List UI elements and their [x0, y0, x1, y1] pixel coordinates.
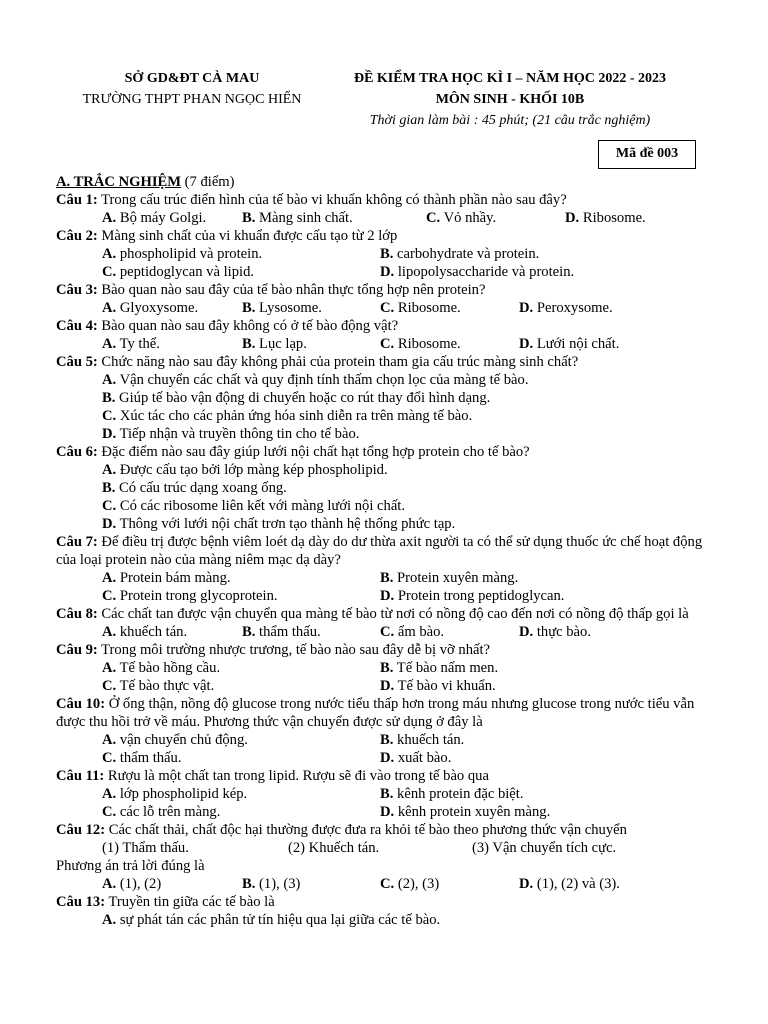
option-label: D. — [102, 516, 117, 532]
question-13 — [56, 893, 716, 911]
text-span: Câu 4: — [56, 318, 98, 334]
text-span: thẩm thấu. — [259, 624, 321, 640]
text-span: Vận chuyển các chất và quy định tính thấm chọn lọc của màng tế bào. — [119, 372, 529, 388]
option-label: B. — [242, 210, 256, 226]
text-span: Peroxysome. — [536, 300, 613, 316]
text-span: Protein trong peptidoglycan. — [397, 588, 565, 604]
option-label: D. — [519, 876, 534, 892]
option-c — [102, 587, 278, 605]
text-span: Câu 8: — [56, 606, 98, 622]
text-span: Câu 12: — [56, 822, 106, 838]
option-label: B. — [102, 480, 116, 496]
options-row — [56, 623, 716, 641]
subject-title: MÔN SINH - KHỐI 10B — [435, 92, 585, 107]
option-b — [56, 389, 716, 407]
question-4 — [56, 317, 716, 335]
option-label: D. — [380, 588, 395, 604]
option-label: A. — [102, 462, 117, 478]
option-label: A. — [102, 336, 117, 352]
option-label: C. — [102, 678, 117, 694]
options-row — [56, 263, 716, 281]
text-span: khuếch tán. — [397, 732, 465, 748]
text-span: Tế bào vi khuẩn. — [397, 678, 496, 694]
option-b — [380, 659, 498, 677]
text-span: Các chất tan được vận chuyển qua màng tế bào từ nơi có nồng độ cao đến nơi có nồng độ thấp gọi là — [101, 606, 689, 622]
question-12 — [56, 821, 716, 839]
option-b — [242, 209, 353, 227]
option-label: C. — [102, 588, 117, 604]
option-a — [102, 659, 220, 677]
option-label: A. — [102, 210, 117, 226]
option-label: B. — [380, 660, 394, 676]
section-points: (7 điểm) — [184, 174, 235, 190]
option-d — [56, 425, 716, 443]
option-b — [56, 479, 716, 497]
text-span: Bộ máy Golgi. — [119, 210, 207, 226]
options-row — [56, 749, 716, 767]
text-span: lớp phospholipid kép. — [119, 786, 248, 802]
option-a — [102, 299, 198, 317]
option-c — [426, 209, 496, 227]
text-span: Bào quan nào sau đây không có ở tế bào động vật? — [101, 318, 399, 334]
option-c — [380, 299, 461, 317]
options-row — [56, 803, 716, 821]
text-span: Giúp tế bào vận động di chuyển hoặc co rút thay đổi hình dạng. — [119, 390, 491, 406]
question-7 — [56, 533, 716, 569]
option-label: B. — [380, 732, 394, 748]
option-b — [242, 299, 322, 317]
statement-3: (3) Vận chuyển tích cực. — [472, 840, 617, 856]
text-span: sự phát tán các phân tử tín hiệu qua lại giữa các tế bào. — [119, 912, 441, 928]
question-5 — [56, 353, 716, 371]
text-span: (1), (2) và (3). — [536, 876, 620, 892]
option-d — [565, 209, 646, 227]
text-span: Được cấu tạo bởi lớp màng kép phospholipid. — [119, 462, 388, 478]
option-label: B. — [380, 786, 394, 802]
option-d — [380, 587, 564, 605]
option-c — [102, 749, 181, 767]
option-a — [102, 731, 248, 749]
text-span: thẩm thấu. — [119, 750, 182, 766]
exam-title: ĐỀ KIỂM TRA HỌC KÌ I – NĂM HỌC 2022 - 2023 — [353, 71, 667, 86]
text-span: Câu 2: — [56, 228, 98, 244]
options-row — [56, 299, 716, 317]
text-span: Lưới nội chất. — [536, 336, 620, 352]
option-c — [56, 497, 716, 515]
option-a — [102, 875, 161, 893]
text-span: Câu 10: — [56, 696, 106, 712]
text-span: Có cấu trúc dạng xoang ống. — [119, 480, 287, 496]
option-b — [242, 623, 321, 641]
option-d — [519, 335, 619, 353]
option-a — [102, 335, 160, 353]
question-2 — [56, 227, 716, 245]
text-span: vận chuyển chủ động. — [119, 732, 248, 748]
header-right — [320, 68, 700, 131]
options-row — [56, 335, 716, 353]
text-span: Tế bào nấm men. — [396, 660, 499, 676]
option-d — [519, 875, 620, 893]
text-span: khuếch tán. — [119, 624, 188, 640]
exam-content — [56, 173, 716, 929]
text-span: Để điều trị được bệnh viêm loét dạ dày do dư thừa axit người ta có thể sử dụng thuốc ức chế hoạt động của loại protein nào của màng niêm mạc dạ dày? — [56, 534, 703, 568]
option-label: D. — [380, 678, 395, 694]
option-label: A. — [102, 246, 117, 262]
text-span: Protein bám màng. — [119, 570, 231, 586]
option-label: C. — [426, 210, 441, 226]
statement-row — [56, 839, 716, 857]
option-d — [380, 677, 496, 695]
statement-2: (2) Khuếch tán. — [288, 840, 380, 856]
text-span: Ribosome. — [397, 336, 461, 352]
question-number: Câu 1: — [56, 192, 98, 208]
option-label: A. — [102, 786, 117, 802]
section-title: A. TRẮC NGHIỆM — [56, 174, 182, 190]
option-a — [56, 371, 716, 389]
department-name: SỞ GD&ĐT CÀ MAU — [124, 71, 260, 86]
option-label: D. — [519, 336, 534, 352]
text-span: Lysosome. — [259, 300, 322, 316]
option-label: B. — [242, 300, 256, 316]
option-d — [380, 263, 574, 281]
text-span: Câu 13: — [56, 894, 106, 910]
option-label: C. — [102, 498, 117, 514]
text-span: Câu 9: — [56, 642, 98, 658]
option-label: C. — [102, 750, 117, 766]
statement-1: (1) Thẩm thấu. — [102, 840, 189, 856]
text-span: Protein xuyên màng. — [397, 570, 519, 586]
text-span: Câu 6: — [56, 444, 98, 460]
option-d — [56, 515, 716, 533]
section-heading — [56, 173, 716, 191]
text-span: thực bào. — [536, 624, 591, 640]
options-row — [56, 875, 716, 893]
text-span: Câu 5: — [56, 354, 98, 370]
options-row — [56, 587, 716, 605]
text-span: Vỏ nhầy. — [443, 210, 497, 226]
option-b — [380, 785, 523, 803]
text-span: kênh protein xuyên màng. — [397, 804, 551, 820]
option-d — [519, 623, 591, 641]
option-b — [380, 569, 518, 587]
text-span: kênh protein đặc biệt. — [397, 786, 524, 802]
option-b — [242, 335, 307, 353]
text-span: Ribosome. — [397, 300, 461, 316]
text-span: Chức năng nào sau đây không phải của protein tham gia cấu trúc màng sinh chất? — [101, 354, 579, 370]
option-label: A. — [102, 912, 117, 928]
option-d — [380, 749, 451, 767]
option-label: C. — [380, 300, 395, 316]
option-label: C. — [102, 804, 117, 820]
text-span: Xúc tác cho các phản ứng hóa sinh diễn ra trên màng tế bào. — [119, 408, 473, 424]
text-span: Ở ống thận, nồng độ glucose trong nước tiểu thấp hơn trong máu nhưng glucose trong nước tiểu vẫn được thu hồi trở về máu. Phương thức vận chuyển được sử dụng ở đây là — [56, 696, 695, 730]
option-c — [102, 677, 214, 695]
text-span: Rượu là một chất tan trong lipid. Rượu sẽ đi vào trong tế bào qua — [107, 768, 489, 784]
text-span: Thông với lưới nội chất trơn tạo thành hệ thống phức tạp. — [119, 516, 456, 532]
option-label: C. — [380, 876, 395, 892]
option-label: D. — [380, 264, 395, 280]
answer-prompt: Phương án trả lời đúng là — [56, 858, 205, 874]
option-label: A. — [102, 876, 117, 892]
option-label: B. — [380, 246, 394, 262]
text-span: (2), (3) — [397, 876, 440, 892]
option-label: C. — [380, 624, 395, 640]
options-row — [56, 785, 716, 803]
text-span: Glyoxysome. — [119, 300, 199, 316]
question-text: Trong cấu trúc điển hình của tế bào vi khuẩn không có thành phần nào sau đây? — [101, 192, 567, 208]
option-a — [102, 569, 231, 587]
text-span: Màng sinh chất. — [259, 210, 353, 226]
text-span: peptidoglycan và lipid. — [119, 264, 255, 280]
option-d — [519, 299, 613, 317]
option-label: B. — [242, 876, 256, 892]
option-a — [102, 785, 247, 803]
option-label: D. — [380, 804, 395, 820]
text-span: Protein trong glycoprotein. — [119, 588, 278, 604]
text-span: Ty thể. — [119, 336, 160, 352]
text-span: Bào quan nào sau đây của tế bào nhân thực tổng hợp nên protein? — [101, 282, 486, 298]
text-span: Đặc điểm nào sau đây giúp lưới nội chất hạt tổng hợp protein cho tế bào? — [101, 444, 530, 460]
options-row — [56, 659, 716, 677]
option-label: C. — [102, 264, 117, 280]
option-c — [102, 803, 220, 821]
option-b — [380, 731, 464, 749]
option-label: C. — [380, 336, 395, 352]
header-left — [62, 68, 322, 110]
option-label: A. — [102, 570, 117, 586]
option-c — [380, 335, 461, 353]
option-label: D. — [102, 426, 117, 442]
option-label: A. — [102, 660, 117, 676]
options-row — [56, 677, 716, 695]
text-span: Lục lạp. — [259, 336, 307, 352]
option-label: B. — [242, 336, 256, 352]
option-label: A. — [102, 624, 117, 640]
option-c — [380, 623, 444, 641]
text-span: ẩm bào. — [397, 624, 445, 640]
question-6 — [56, 443, 716, 461]
option-label: D. — [519, 624, 534, 640]
option-label: B. — [380, 570, 394, 586]
text-span: Tế bào thực vật. — [119, 678, 215, 694]
text-span: Có các ribosome liên kết với màng lưới nội chất. — [119, 498, 406, 514]
option-a — [102, 209, 206, 227]
question-10 — [56, 695, 716, 731]
question-1 — [56, 191, 716, 209]
option-c — [56, 407, 716, 425]
option-label: B. — [242, 624, 256, 640]
option-label: A. — [102, 732, 117, 748]
text-span: Truyền tin giữa các tế bào là — [108, 894, 275, 910]
text-span: lipopolysaccharide và protein. — [397, 264, 575, 280]
text-span: xuất bào. — [397, 750, 452, 766]
text-span: (1), (3) — [259, 876, 301, 892]
text-span: các lỗ trên màng. — [119, 804, 221, 820]
text-span: Câu 3: — [56, 282, 98, 298]
text-span: Câu 11: — [56, 768, 105, 784]
options-row — [56, 245, 716, 263]
option-label: D. — [519, 300, 534, 316]
option-a — [56, 461, 716, 479]
text-span: Các chất thải, chất độc hại thường được đưa ra khỏi tế bào theo phương thức vận chuyển — [108, 822, 627, 838]
text-span: phospholipid và protein. — [119, 246, 263, 262]
option-label: B. — [102, 390, 116, 406]
text-span: carbohydrate và protein. — [397, 246, 540, 262]
text-span: Câu 7: — [56, 534, 98, 550]
question-11 — [56, 767, 716, 785]
text-span: Ribosome. — [582, 210, 646, 226]
text-span: (1), (2) — [119, 876, 162, 892]
option-c — [380, 875, 439, 893]
option-label: C. — [102, 408, 117, 424]
school-name: TRƯỜNG THPT PHAN NGỌC HIỂN — [82, 92, 302, 107]
option-label: D. — [565, 210, 580, 226]
option-b — [380, 245, 539, 263]
option-label: D. — [380, 750, 395, 766]
text-span: Tế bào hồng cầu. — [119, 660, 221, 676]
text-span: Màng sinh chất của vi khuẩn được cấu tạo từ 2 lớp — [101, 228, 398, 244]
option-a — [102, 623, 187, 641]
options-row — [56, 569, 716, 587]
option-label: A. — [102, 372, 117, 388]
option-b — [242, 875, 300, 893]
option-a — [56, 911, 716, 929]
exam-time: Thời gian làm bài : 45 phút; (21 câu trắc nghiệm) — [369, 113, 651, 128]
question-9 — [56, 641, 716, 659]
option-c — [102, 263, 254, 281]
text-span: Trong môi trường nhược trương, tế bào nào sau đây dễ bị vỡ nhất? — [101, 642, 490, 658]
text-span: Tiếp nhận và truyền thông tin cho tế bào. — [119, 426, 360, 442]
question-3 — [56, 281, 716, 299]
option-d — [380, 803, 550, 821]
options-row — [56, 209, 716, 227]
option-label: A. — [102, 300, 117, 316]
exam-code-box: Mã đề 003 — [598, 140, 696, 169]
option-a — [102, 245, 262, 263]
question-8 — [56, 605, 716, 623]
options-row — [56, 731, 716, 749]
